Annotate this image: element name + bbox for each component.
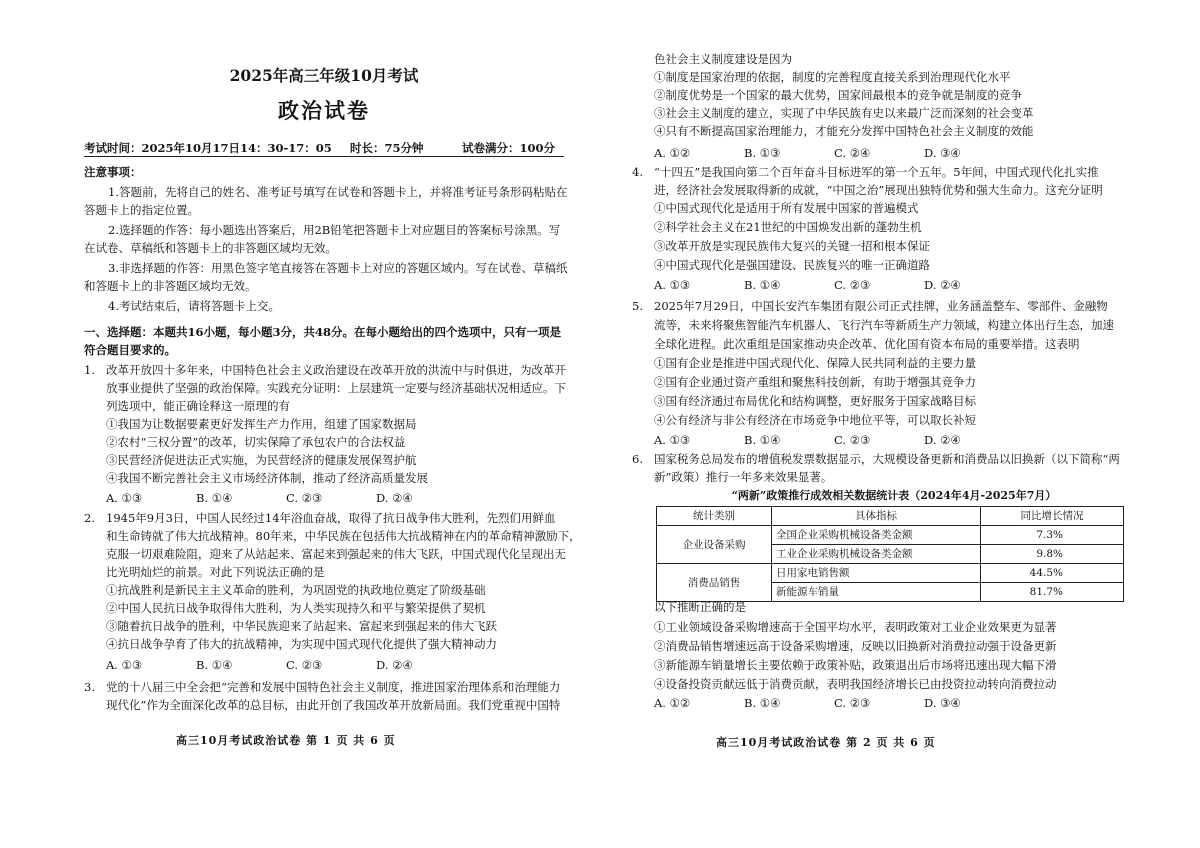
option-d: D. ②④ [376, 658, 413, 672]
option-d: D. ③④ [924, 696, 961, 710]
question-statement: ②制度优势是一个国家的最大优势，国家间最根本的竞争就是制度的竞争 [654, 88, 1022, 102]
table-indicator: 工业企业采购机械设备类金额 [772, 545, 981, 564]
page-footer: 高三10月考试政治试卷 第 2 页 共 6 页 [716, 736, 936, 749]
page-footer: 高三10月考试政治试卷 第 1 页 共 6 页 [176, 734, 396, 747]
question-statement: ②国有企业通过资产重组和聚焦科技创新，有助于增强其竞争力 [654, 375, 976, 389]
question-text: 和生命铸就了伟大抗战精神。80年来，中华民族在包括伟大抗战精神在内的革命精神激励下， [106, 529, 581, 543]
option-a: A. ①③ [654, 278, 691, 292]
answer-options [654, 276, 1014, 294]
question-text: 列选项中，能正确诠释这一原理的有 [106, 399, 290, 413]
question-statement: ④设备投资贡献远低于消费贡献，表明我国经济增长已由投资拉动转向消费拉动 [654, 677, 1057, 691]
question-number: 4. [632, 165, 643, 179]
option-c: C. ②③ [286, 658, 323, 672]
option-c: C. ②③ [834, 278, 871, 292]
notes-line: 3.非选择题的作答：用黑色签字笔直接答在答题卡上对应的答题区域内。写在试卷、草稿纸 [108, 261, 568, 275]
option-b: B. ①④ [196, 658, 233, 672]
option-b: B. ①④ [744, 696, 781, 710]
answer-options [654, 431, 1014, 449]
notes-line: 1.答题前，先将自己的姓名、准考证号填写在试卷和答题卡上，并将准考证号条形码粘贴在 [108, 185, 568, 199]
notes-line: 2.选择题的作答：每小题选出答案后，用2B铅笔把答题卡上对应题目的答案标号涂黑。写 [108, 223, 561, 237]
question-statement: ③随着抗日战争的胜利，中华民族迎来了站起来、富起来到强起来的伟大飞跃 [106, 619, 497, 633]
option-c: C. ②③ [834, 696, 871, 710]
question-text: 克服一切艰难险阻，迎来了从站起来、富起来到强起来的伟大飞跃，中国式现代化呈现出无 [106, 547, 566, 561]
option-d: D. ③④ [924, 146, 961, 160]
question-text: 2025年7月29日，中国长安汽车集团有限公司正式挂牌，业务涵盖整车、零部件、金融物 [654, 299, 1108, 313]
option-d: D. ②④ [924, 433, 961, 447]
answer-options [654, 694, 1014, 712]
question-statement: ④抗日战争孕育了伟大的抗战精神，为实现中国式现代化提供了强大精神动力 [106, 637, 497, 651]
option-c: C. ②③ [286, 491, 323, 505]
table-indicator: 全国企业采购机械设备类金额 [772, 526, 981, 545]
question-text: 国家税务总局发布的增值税发票数据显示，大规模设备更新和消费品以旧换新（以下简称“两 [654, 452, 1120, 466]
question-statement: ③社会主义制度的建立，实现了中华民族有史以来最广泛而深刻的社会变革 [654, 106, 1034, 120]
option-b: B. ①④ [744, 433, 781, 447]
table-growth: 7.3% [981, 526, 1124, 545]
question-text: 全球化进程。此次重组是国家推动央企改革、优化国有资本布局的重要举措。这表明 [654, 337, 1080, 351]
exam-title: 2025年高三年级10月考试 [229, 66, 419, 85]
question-statement: ④中国式现代化是强国建设、民族复兴的唯一正确道路 [654, 258, 930, 272]
notes-line: 在试卷、草稿纸和答题卡上的非答题区域均无效。 [84, 241, 337, 255]
question-statement: ②农村“三权分置”的改革，切实保障了承包农户的合法权益 [106, 435, 406, 449]
question-statement: ①国有企业是推进中国式现代化、保障人民共同利益的主要力量 [654, 356, 976, 370]
question-number: 2. [84, 511, 95, 525]
exam-time: 考试时间：2025年10月17日14：30-17：05 [84, 141, 332, 155]
question-text: 放事业提供了坚强的政治保障。实践充分证明：上层建筑一定要与经济基础状况相适应。下 [106, 381, 566, 395]
question-text: 进，经济社会发展取得新的成就，“中国之治”展现出独特优势和强大生命力。这充分证明 [654, 183, 1103, 197]
option-b: B. ①④ [196, 491, 233, 505]
question-statement: ②中国人民抗日战争取得伟大胜利，为人类实现持久和平与繁荣提供了契机 [106, 601, 486, 615]
notes-line: 和答题卡上的非答题区域均无效。 [84, 279, 257, 293]
question-text: “十四五”是我国向第二个百年奋斗目标进军的第一个五年。5年间，中国式现代化扎实推 [654, 165, 1099, 179]
question-number: 3. [84, 680, 95, 694]
question-text: 党的十八届三中全会把“完善和发展中国特色社会主义制度，推进国家治理体系和治理能力 [106, 680, 561, 694]
question-statement: ①制度是国家治理的依据，制度的完善程度直接关系到治理现代化水平 [654, 70, 1011, 84]
section-heading: 符合题目要求的。 [84, 343, 176, 357]
answer-options [654, 144, 1014, 162]
table-category: 消费品销售 [657, 564, 772, 602]
table-header: 具体指标 [772, 507, 981, 526]
question-text: 新”政策）推行一年多来效果显著。 [654, 470, 833, 484]
question-statement: ③新能源车销量增长主要依赖于政策补贴，政策退出后市场将迅速出现大幅下滑 [654, 658, 1057, 672]
question-statement: ③民营经济促进法正式实施，为民营经济的健康发展保驾护航 [106, 453, 417, 467]
table-header-row [657, 507, 1124, 526]
answer-options [106, 489, 466, 507]
option-c: C. ②④ [834, 146, 871, 160]
notes-heading: 注意事项： [84, 165, 142, 179]
question-statement: ①抗战胜利是新民主主义革命的胜利，为巩固党的执政地位奠定了阶级基础 [106, 583, 486, 597]
exam-score: 试卷满分：100分 [462, 141, 556, 155]
question-statement: ④我国不断完善社会主义市场经济体制，推动了经济高质量发展 [106, 471, 428, 485]
stats-table [656, 506, 1124, 602]
table-growth: 44.5% [981, 564, 1124, 583]
option-b: B. ①④ [744, 278, 781, 292]
question-text: 1945年9月3日，中国人民经过14年浴血奋战，取得了抗日战争伟大胜利，先烈们用鲜血 [106, 511, 556, 525]
question-number: 5. [632, 299, 643, 313]
question-text: 比光明灿烂的前景。对此下列说法正确的是 [106, 565, 325, 579]
table-indicator: 日用家电销售额 [772, 564, 981, 583]
exam-subject: 政治试卷 [278, 98, 370, 123]
option-a: A. ①③ [654, 433, 691, 447]
table-title: “两新”政策推行成效相关数据统计表（2024年4月-2025年7月） [731, 489, 1057, 502]
question-number: 1. [84, 363, 95, 377]
section-heading: 一、选择题：本题共16小题，每小题3分，共48分。在每小题给出的四个选项中，只有一项是 [84, 325, 562, 339]
question-text: 色社会主义制度建设是因为 [654, 52, 792, 66]
option-a: A. ①② [654, 146, 691, 160]
question-statement: ①中国式现代化是适用于所有发展中国家的普遍模式 [654, 201, 919, 215]
question-statement: ④只有不断提高国家治理能力，才能充分发挥中国特色社会主义制度的效能 [654, 124, 1034, 138]
question-text: 改革开放四十多年来，中国特色社会主义政治建设在改革开放的洪流中与时俱进，为改革开 [106, 363, 566, 377]
question-statement: ①工业领域设备采购增速高于全国平均水平，表明政策对工业企业效果更为显著 [654, 620, 1057, 634]
question-text: 流等，未来将聚焦智能汽车机器人、飞行汽车等新质生产力领域，构建立体出行生态，加速 [654, 318, 1114, 332]
question-text: 现代化”作为全面深化改革的总目标，由此开创了我国改革开放新局面。我们党重视中国特 [106, 698, 561, 712]
table-row [657, 564, 1124, 583]
table-growth: 9.8% [981, 545, 1124, 564]
option-a: A. ①③ [106, 491, 143, 505]
option-a: A. ①② [654, 696, 691, 710]
table-row [657, 526, 1124, 545]
header-divider [84, 156, 564, 157]
notes-line: 4.考试结束后，请将答题卡上交。 [108, 299, 280, 313]
question-statement: ②消费品销售增速远高于设备采购增速，反映以旧换新对消费拉动强于设备更新 [654, 639, 1057, 653]
option-c: C. ②③ [834, 433, 871, 447]
option-d: D. ②④ [924, 278, 961, 292]
option-d: D. ②④ [376, 491, 413, 505]
question-text: 以下推断正确的是 [654, 600, 746, 614]
exam-duration: 时长：75分钟 [350, 141, 424, 155]
table-growth: 81.7% [981, 583, 1124, 602]
option-a: A. ①③ [106, 658, 143, 672]
question-statement: ③改革开放是实现民族伟大复兴的关键一招和根本保证 [654, 239, 930, 253]
table-header: 统计类别 [657, 507, 772, 526]
table-header: 同比增长情况 [981, 507, 1124, 526]
question-statement: ④公有经济与非公有经济在市场竞争中地位平等，可以取长补短 [654, 413, 976, 427]
answer-options [106, 656, 466, 674]
question-statement: ③国有经济通过布局优化和结构调整，更好服务于国家战略目标 [654, 394, 976, 408]
notes-line: 答题卡上的指定位置。 [84, 203, 199, 217]
question-statement: ①我国为让数据要素更好发挥生产力作用，组建了国家数据局 [106, 417, 417, 431]
table-category: 企业设备采购 [657, 526, 772, 564]
option-b: B. ①③ [744, 146, 781, 160]
question-statement: ②科学社会主义在21世纪的中国焕发出新的蓬勃生机 [654, 220, 922, 234]
question-number: 6. [632, 452, 643, 466]
table-indicator: 新能源车销量 [772, 583, 981, 602]
